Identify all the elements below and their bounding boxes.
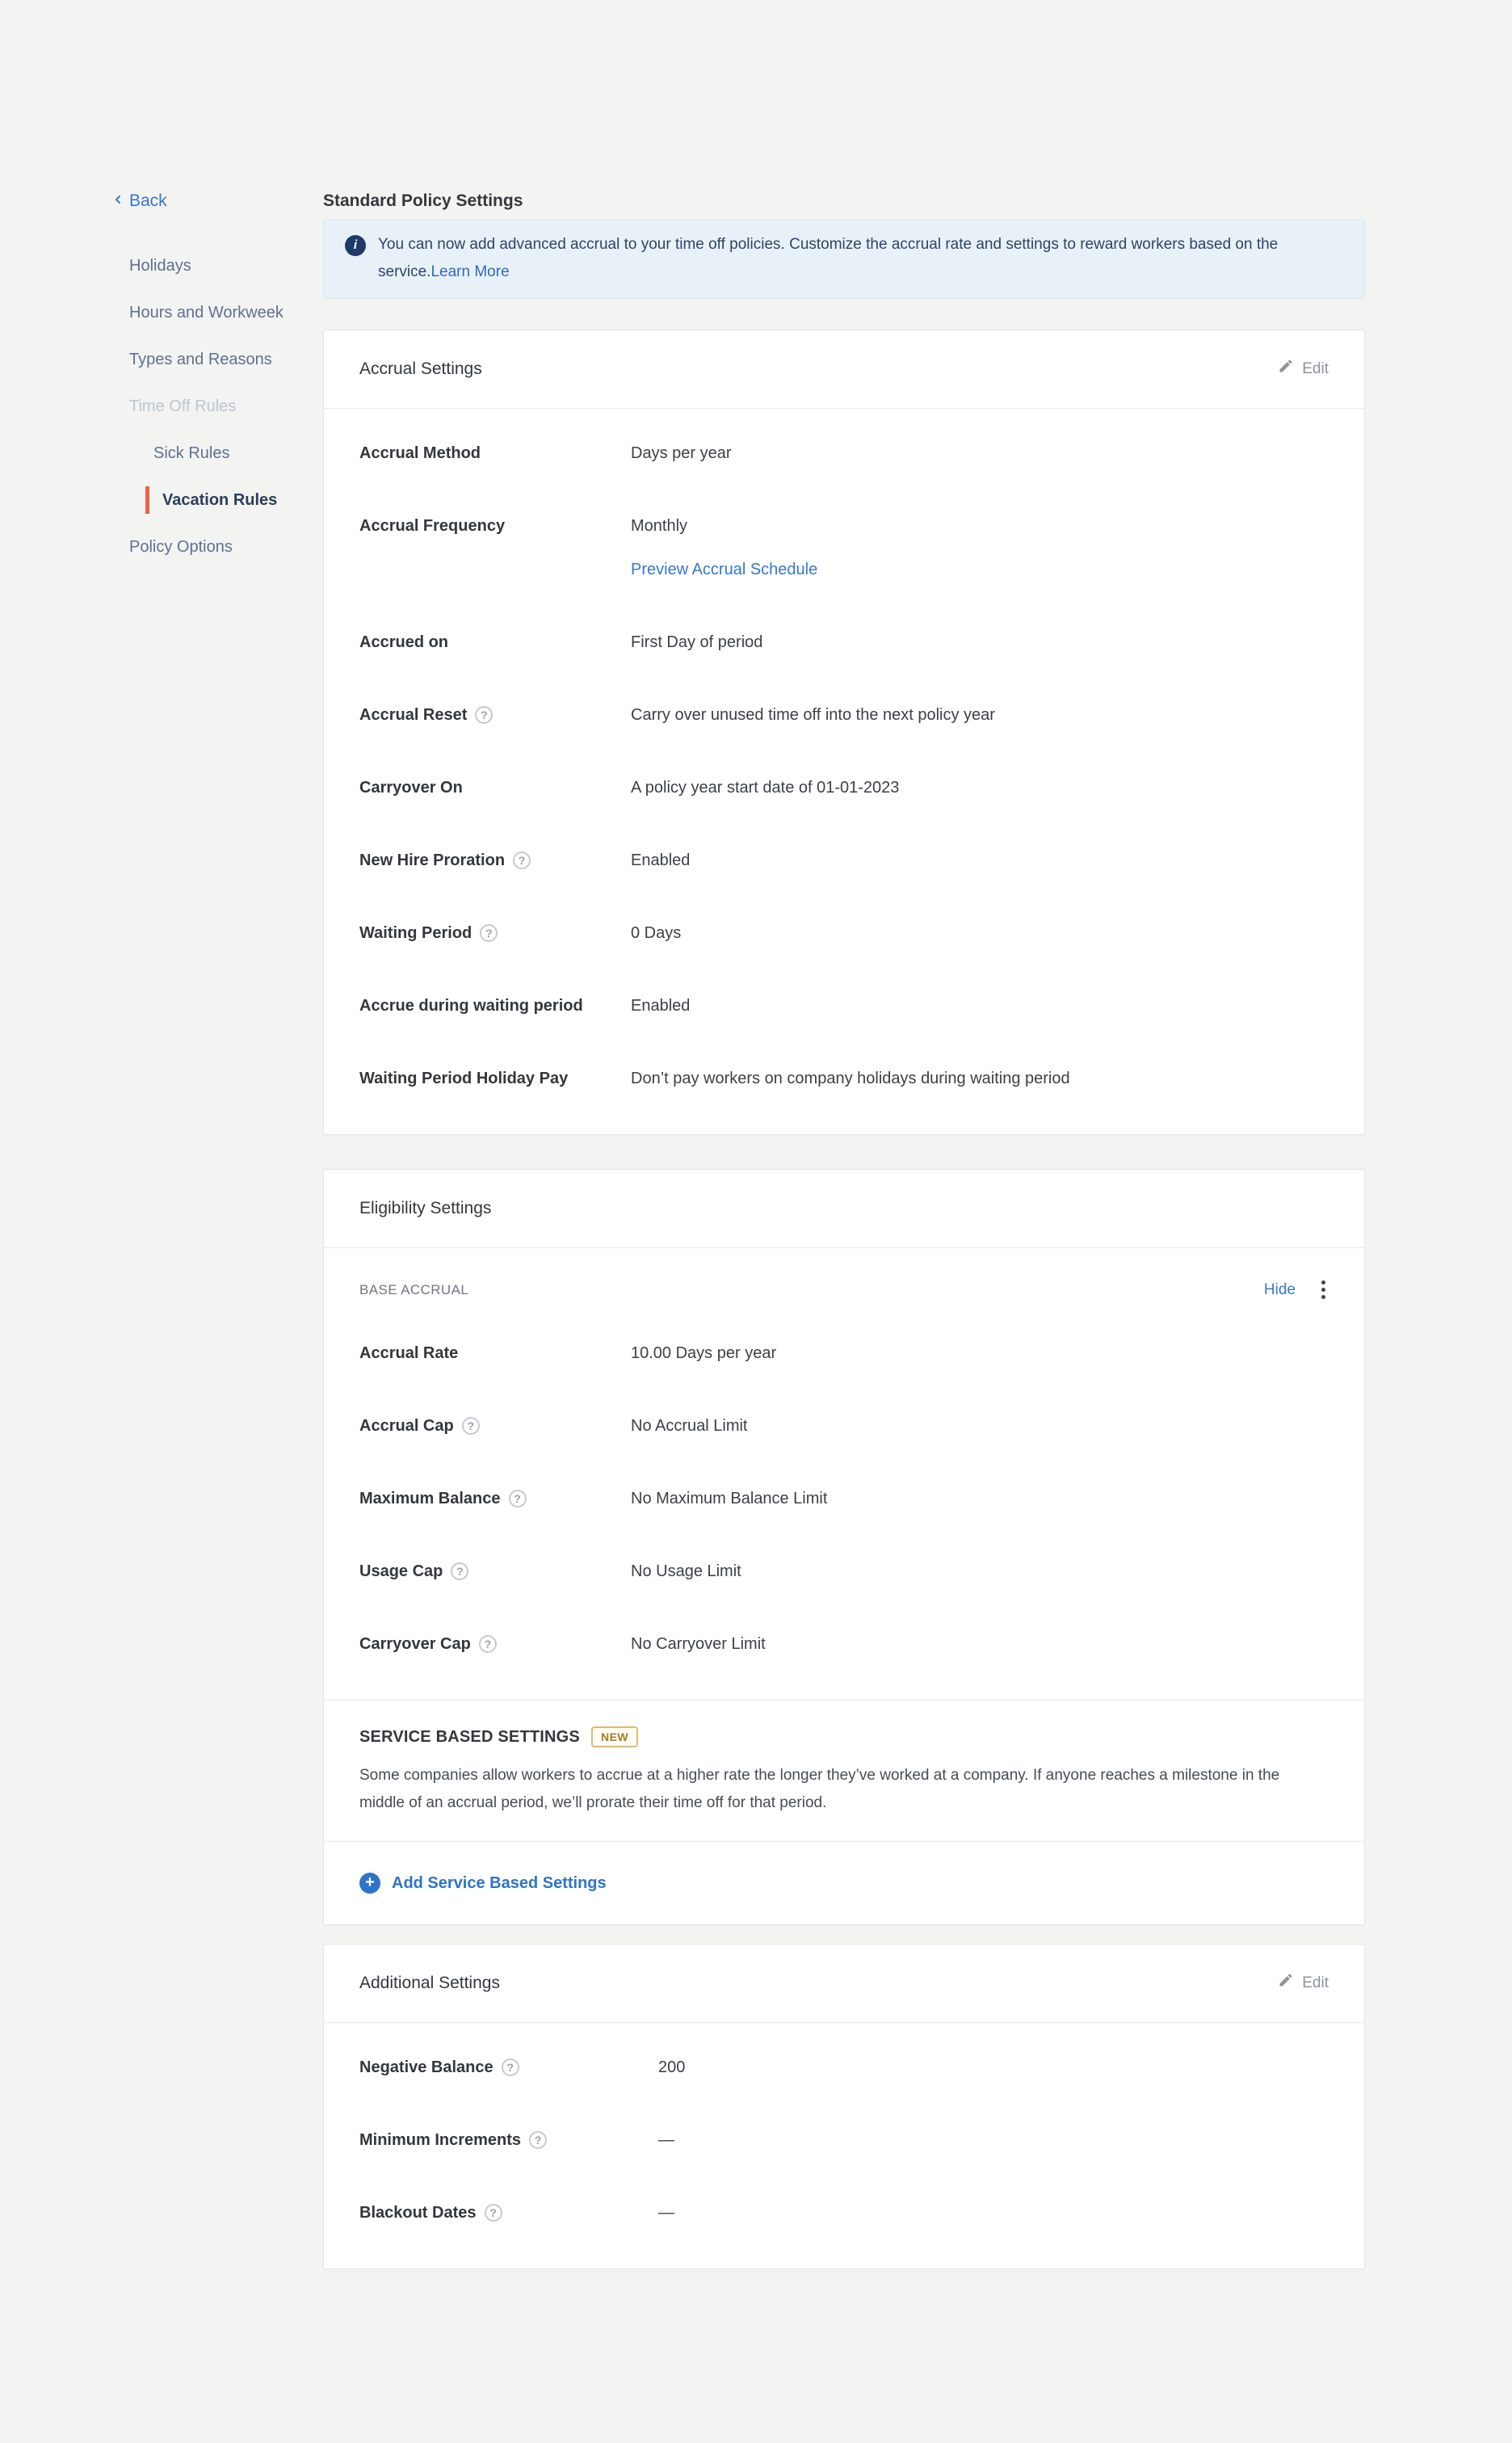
sidebar-item-time-off-rules: Time Off Rules: [129, 397, 237, 415]
help-icon[interactable]: ?: [529, 2131, 547, 2149]
row-label: [359, 848, 610, 872]
row-value: 10.00 Days per year: [631, 1344, 777, 1362]
base-accrual-heading: BASE ACCRUAL: [359, 1281, 469, 1297]
pencil-icon: [1278, 1972, 1294, 1995]
label-text: Minimum Increments: [359, 2131, 522, 2149]
row-value: Don’t pay workers on company holidays during waiting period: [631, 1070, 1070, 1087]
kebab-menu-icon[interactable]: [1318, 1277, 1329, 1302]
row-label: Accrual Method: [359, 444, 481, 462]
chevron-left-icon: [111, 187, 124, 215]
row-value: Days per year: [631, 444, 732, 462]
help-icon[interactable]: ?: [485, 2204, 502, 2222]
row-label: Accrued on: [359, 633, 449, 651]
add-service-based-settings-button[interactable]: [359, 1873, 607, 1894]
additional-settings-title: Additional Settings: [359, 1974, 500, 1992]
row-label: [359, 1632, 610, 1656]
row-label: [359, 1559, 610, 1583]
row-negative-balance: [359, 2031, 1329, 2104]
row-blackout-dates: [359, 2176, 1329, 2249]
help-icon[interactable]: ?: [462, 1417, 480, 1435]
help-icon[interactable]: ?: [513, 851, 531, 869]
base-accrual-actions: [1264, 1277, 1329, 1302]
help-icon[interactable]: ?: [479, 1635, 497, 1653]
row-label: Carryover On: [359, 779, 463, 797]
add-service-section: [324, 1842, 1364, 1924]
info-icon: i: [345, 235, 366, 256]
service-based-settings-description: Some companies allow workers to accrue at a higher rate the longer they’ve worked at a company. If anyone reaches a milestone in the middle of an accrual period, we’ll prorate their time off for that period.: [359, 1767, 1280, 1811]
service-based-settings-section: [324, 1701, 1364, 1841]
row-accrual-method: [359, 417, 1329, 490]
label-text: New Hire Proration: [359, 851, 506, 869]
row-value: 0 Days: [631, 924, 682, 942]
row-waiting-period-holiday-pay: [359, 1042, 1329, 1115]
row-maximum-balance: [359, 1462, 1329, 1535]
help-icon[interactable]: ?: [509, 1490, 527, 1507]
row-value: 200: [658, 2058, 686, 2076]
sidebar-item-sick-rules[interactable]: Sick Rules: [153, 444, 230, 462]
help-icon[interactable]: ?: [475, 706, 493, 724]
label-text: Blackout Dates: [359, 2204, 477, 2222]
add-service-label: Add Service Based Settings: [392, 1873, 607, 1892]
row-label: [359, 703, 610, 727]
base-accrual-header: [359, 1256, 1329, 1317]
eligibility-settings-header: [324, 1170, 1364, 1248]
accrual-edit-button[interactable]: [1278, 358, 1329, 381]
row-value: A policy year start date of 01-01-2023: [631, 779, 900, 797]
accrual-settings-card: [323, 330, 1365, 1135]
banner-text: [378, 231, 1343, 286]
help-icon[interactable]: ?: [480, 924, 498, 942]
additional-settings-header: [324, 1945, 1364, 2023]
new-badge: NEW: [591, 1726, 638, 1747]
frequency-value: Monthly: [631, 517, 688, 535]
row-value: No Carryover Limit: [631, 1635, 766, 1653]
row-label: [359, 1414, 610, 1438]
row-new-hire-proration: [359, 824, 1329, 897]
row-value: [631, 514, 817, 582]
row-value: —: [658, 2204, 674, 2222]
row-waiting-period: [359, 897, 1329, 969]
edit-label: Edit: [1302, 1974, 1329, 1991]
page-title: Standard Policy Settings: [323, 191, 523, 210]
back-label: Back: [129, 191, 167, 210]
back-button[interactable]: [111, 187, 167, 215]
row-accrual-reset: [359, 679, 1329, 751]
row-usage-cap: [359, 1535, 1329, 1608]
additional-edit-button[interactable]: [1278, 1972, 1329, 1995]
learn-more-link[interactable]: Learn More: [430, 263, 510, 280]
banner-message: You can now add advanced accrual to your time off policies. Customize the accrual rate and settings to reward workers based on the service.: [378, 236, 1279, 280]
row-value: Carry over unused time off into the next policy year: [631, 706, 995, 724]
eligibility-settings-card: [323, 1169, 1365, 1925]
row-label: [359, 2055, 634, 2079]
row-value: No Maximum Balance Limit: [631, 1490, 828, 1507]
edit-label: Edit: [1302, 360, 1329, 377]
label-text: Negative Balance: [359, 2058, 494, 2076]
row-label: Accrual Frequency: [359, 517, 506, 535]
row-accrual-rate: [359, 1317, 1329, 1390]
accrual-settings-title: Accrual Settings: [359, 360, 482, 378]
row-accrual-frequency: [359, 490, 1329, 606]
sidebar-item-hours-and-workweek[interactable]: Hours and Workweek: [129, 304, 284, 322]
row-label: [359, 921, 610, 945]
label-text: Waiting Period: [359, 924, 472, 942]
accrual-settings-header: [324, 330, 1364, 409]
main-content: [323, 187, 1365, 2269]
label-text: Carryover Cap: [359, 1635, 471, 1653]
accrual-settings-body: [324, 409, 1364, 1134]
additional-settings-card: [323, 1944, 1365, 2269]
row-carryover-on: [359, 751, 1329, 824]
label-text: Maximum Balance: [359, 1490, 501, 1507]
service-based-settings-heading: SERVICE BASED SETTINGS: [359, 1727, 580, 1746]
service-heading-row: [359, 1726, 1329, 1747]
row-value: No Usage Limit: [631, 1562, 741, 1580]
row-value: —: [658, 2131, 674, 2149]
row-minimum-increments: [359, 2104, 1329, 2176]
row-value: Enabled: [631, 997, 691, 1015]
info-banner: [323, 220, 1365, 299]
row-value: No Accrual Limit: [631, 1417, 748, 1435]
row-label: Accrue during waiting period: [359, 997, 583, 1015]
sidebar-item-vacation-rules[interactable]: Vacation Rules: [145, 486, 331, 514]
row-value: First Day of period: [631, 633, 763, 651]
additional-settings-body: [324, 2023, 1364, 2268]
row-accrue-during-waiting-period: [359, 969, 1329, 1042]
sidebar-item-policy-options[interactable]: Policy Options: [129, 538, 233, 556]
sidebar-item-types-and-reasons[interactable]: Types and Reasons: [129, 351, 272, 368]
help-icon[interactable]: ?: [502, 2058, 519, 2076]
hide-button[interactable]: Hide: [1263, 1280, 1296, 1298]
row-accrued-on: [359, 606, 1329, 679]
preview-accrual-schedule-link[interactable]: Preview Accrual Schedule: [631, 561, 818, 578]
row-label: Accrual Rate: [359, 1344, 459, 1362]
row-value: Enabled: [631, 851, 691, 869]
row-accrual-cap: [359, 1390, 1329, 1462]
eligibility-settings-title: Eligibility Settings: [359, 1199, 492, 1217]
settings-sidebar: [129, 252, 331, 580]
sidebar-item-holidays[interactable]: Holidays: [129, 257, 191, 275]
label-text: Usage Cap: [359, 1562, 443, 1580]
row-label: [359, 2128, 634, 2152]
label-text: Accrual Reset: [359, 706, 468, 724]
pencil-icon: [1278, 358, 1294, 381]
plus-circle-icon: +: [359, 1873, 380, 1894]
label-text: Accrual Cap: [359, 1417, 454, 1435]
row-carryover-cap: [359, 1608, 1329, 1680]
help-icon[interactable]: ?: [451, 1562, 468, 1580]
row-label: Waiting Period Holiday Pay: [359, 1070, 569, 1087]
row-label: [359, 1486, 610, 1511]
row-label: [359, 2201, 634, 2225]
base-accrual-section: [324, 1248, 1364, 1700]
